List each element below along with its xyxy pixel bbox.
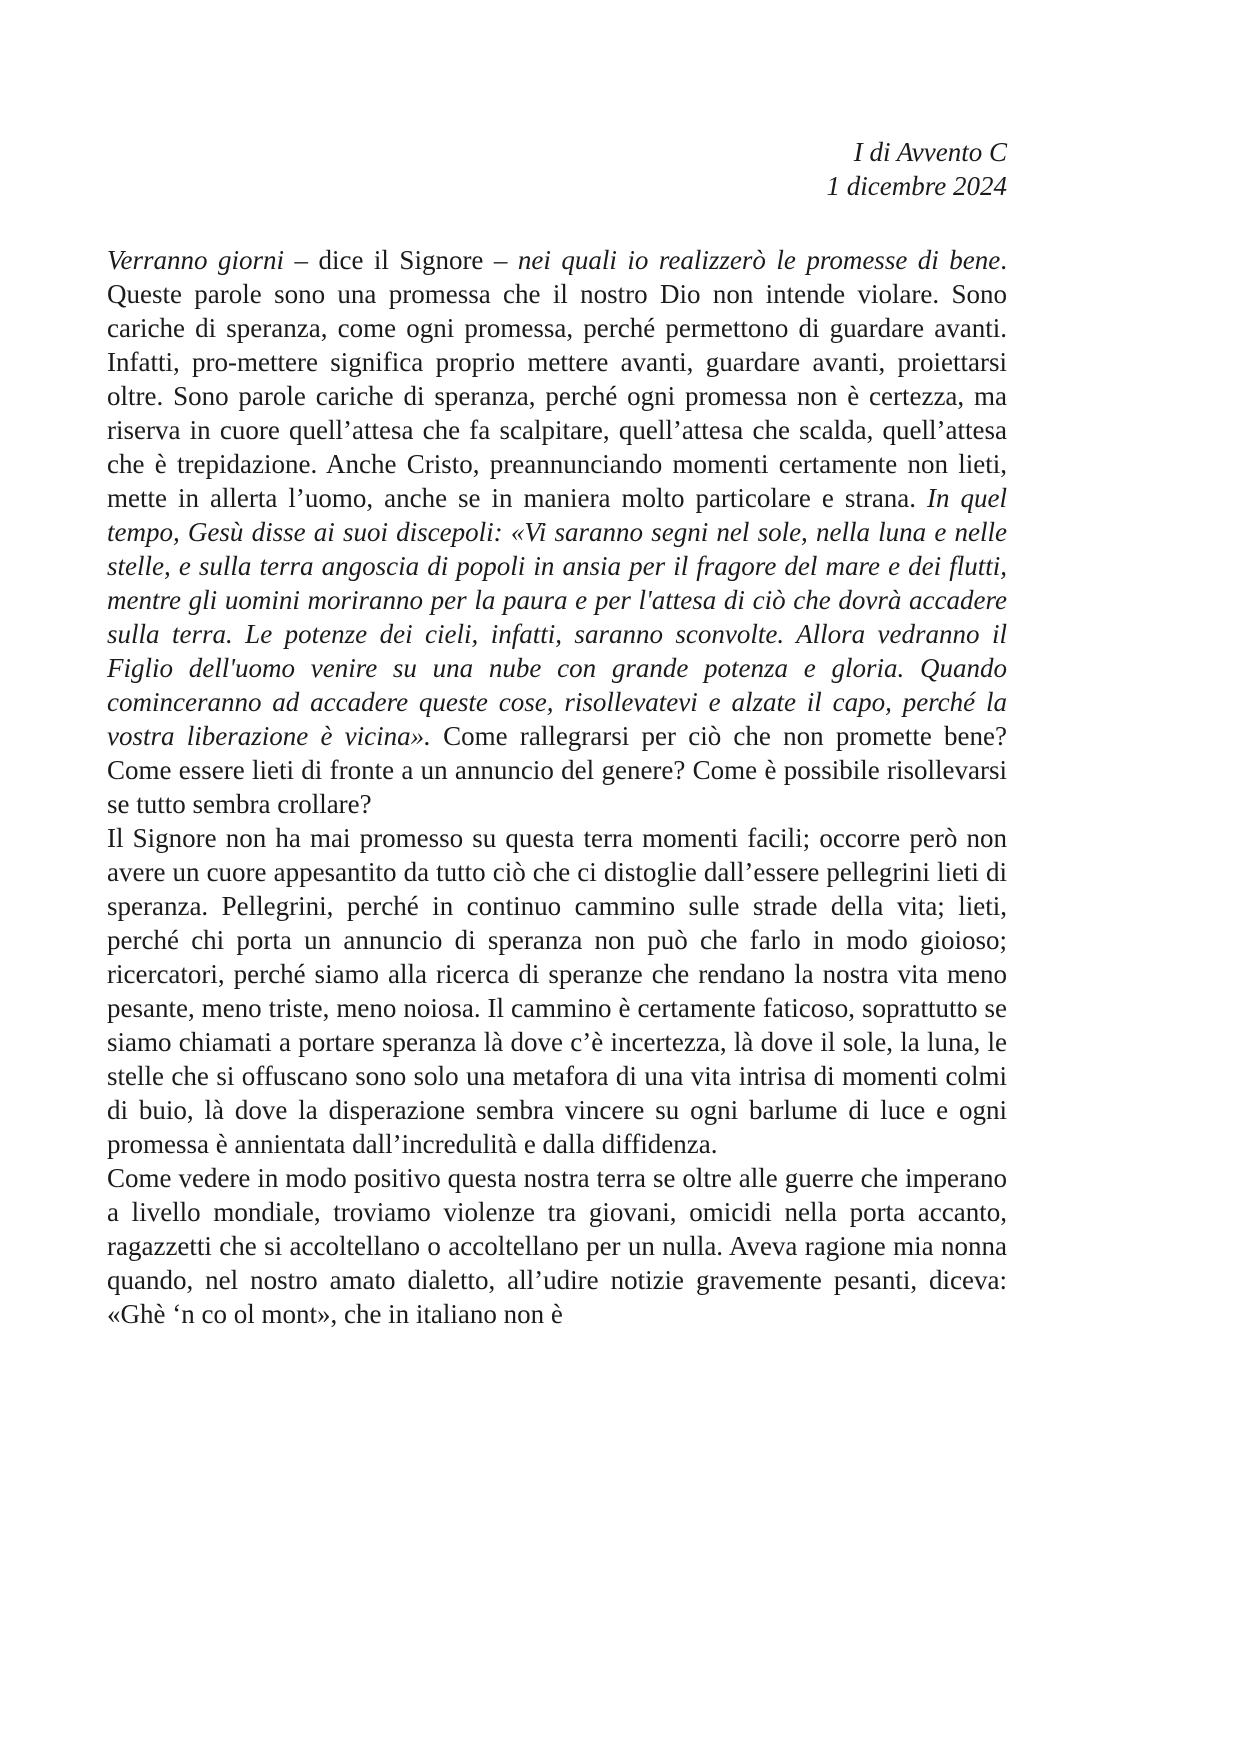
text-run: . Queste parole sono una promessa che il nostro Dio non intende violare. Sono cariche di speranza, come ogni promessa, perché permettono di guardare avanti. Infatti, pro-mettere significa proprio mettere avanti, guardare avanti, proiettarsi oltre. Sono parole cariche di speranza, perché ogni promessa non è certezza, ma riserva in cuore quell’attesa che fa scalpitare, quell’attesa che scalda, quell’attesa che è trepidazione. Anche Cristo, preannunciando momenti certamente non lieti, mette in allerta l’uomo, anche se in maniera molto particolare e strana. bbox=[107, 245, 1007, 513]
document-header bbox=[107, 135, 1007, 203]
header-date: 1 dicembre 2024 bbox=[826, 171, 1007, 201]
document-body bbox=[107, 243, 1007, 1331]
paragraph bbox=[107, 1161, 1007, 1331]
text-run: Il Signore non ha mai promesso su questa terra momenti facili; occorre però non avere un cuore appesantito da tutto ciò che ci distoglie dall’essere pellegrini lieti di speranza. Pellegrini, perché in continuo cammino sulle strade della vita; lieti, perché chi porta un annuncio di speranza non può che farlo in modo gioioso; ricercatori, perché siamo alla ricerca di speranze che rendano la nostra vita meno pesante, meno triste, meno noiosa. Il cammino è certamente faticoso, soprattutto se siamo chiamati a portare speranza là dove c’è incertezza, là dove il sole, la luna, le stelle che si offuscano sono solo una metafora di una vita intrisa di momenti colmi di buio, là dove la disperazione sembra vincere su ogni barlume di luce e ogni promessa è annientata dall’incredulità e dalla diffidenza. bbox=[107, 823, 1007, 1159]
italic-text-run: Verranno giorni bbox=[107, 245, 284, 275]
italic-text-run: In quel tempo, Gesù disse ai suoi discepoli: «Vi saranno segni nel sole, nella luna e nelle stelle, e sulla terra angoscia di popoli in ansia per il fragore del mare e dei flutti, mentre gli uomini moriranno per la paura e per l'attesa di ciò che dovrà accadere sulla terra. Le potenze dei cieli, infatti, saranno sconvolte. Allora vedranno il Figlio dell'uomo venire su una nube con grande potenza e gloria. Quando cominceranno ad accadere queste cose, risollevatevi e alzate il capo, perché la vostra liberazione è vicina». bbox=[107, 483, 1007, 751]
text-run: Come rallegrarsi per ciò che non promette bene? Come essere lieti di fronte a un annuncio del genere? Come è possibile risollevarsi se tutto sembra crollare? bbox=[107, 721, 1007, 819]
paragraph bbox=[107, 821, 1007, 1161]
italic-text-run: nei quali io realizzerò le promesse di bene bbox=[517, 245, 1001, 275]
header-title: I di Avvento C bbox=[853, 137, 1007, 167]
paragraph bbox=[107, 243, 1007, 821]
text-run: – dice il Signore – bbox=[284, 245, 518, 275]
text-run: Come vedere in modo positivo questa nostra terra se oltre alle guerre che imperano a livello mondiale, troviamo violenze tra giovani, omicidi nella porta accanto, ragazzetti che si accoltellano o accoltellano per un nulla. Aveva ragione mia nonna quando, nel nostro amato dialetto, all’udire notizie gravemente pesanti, diceva: «Ghè ‘n co ol mont», che in italiano non è bbox=[107, 1163, 1007, 1329]
